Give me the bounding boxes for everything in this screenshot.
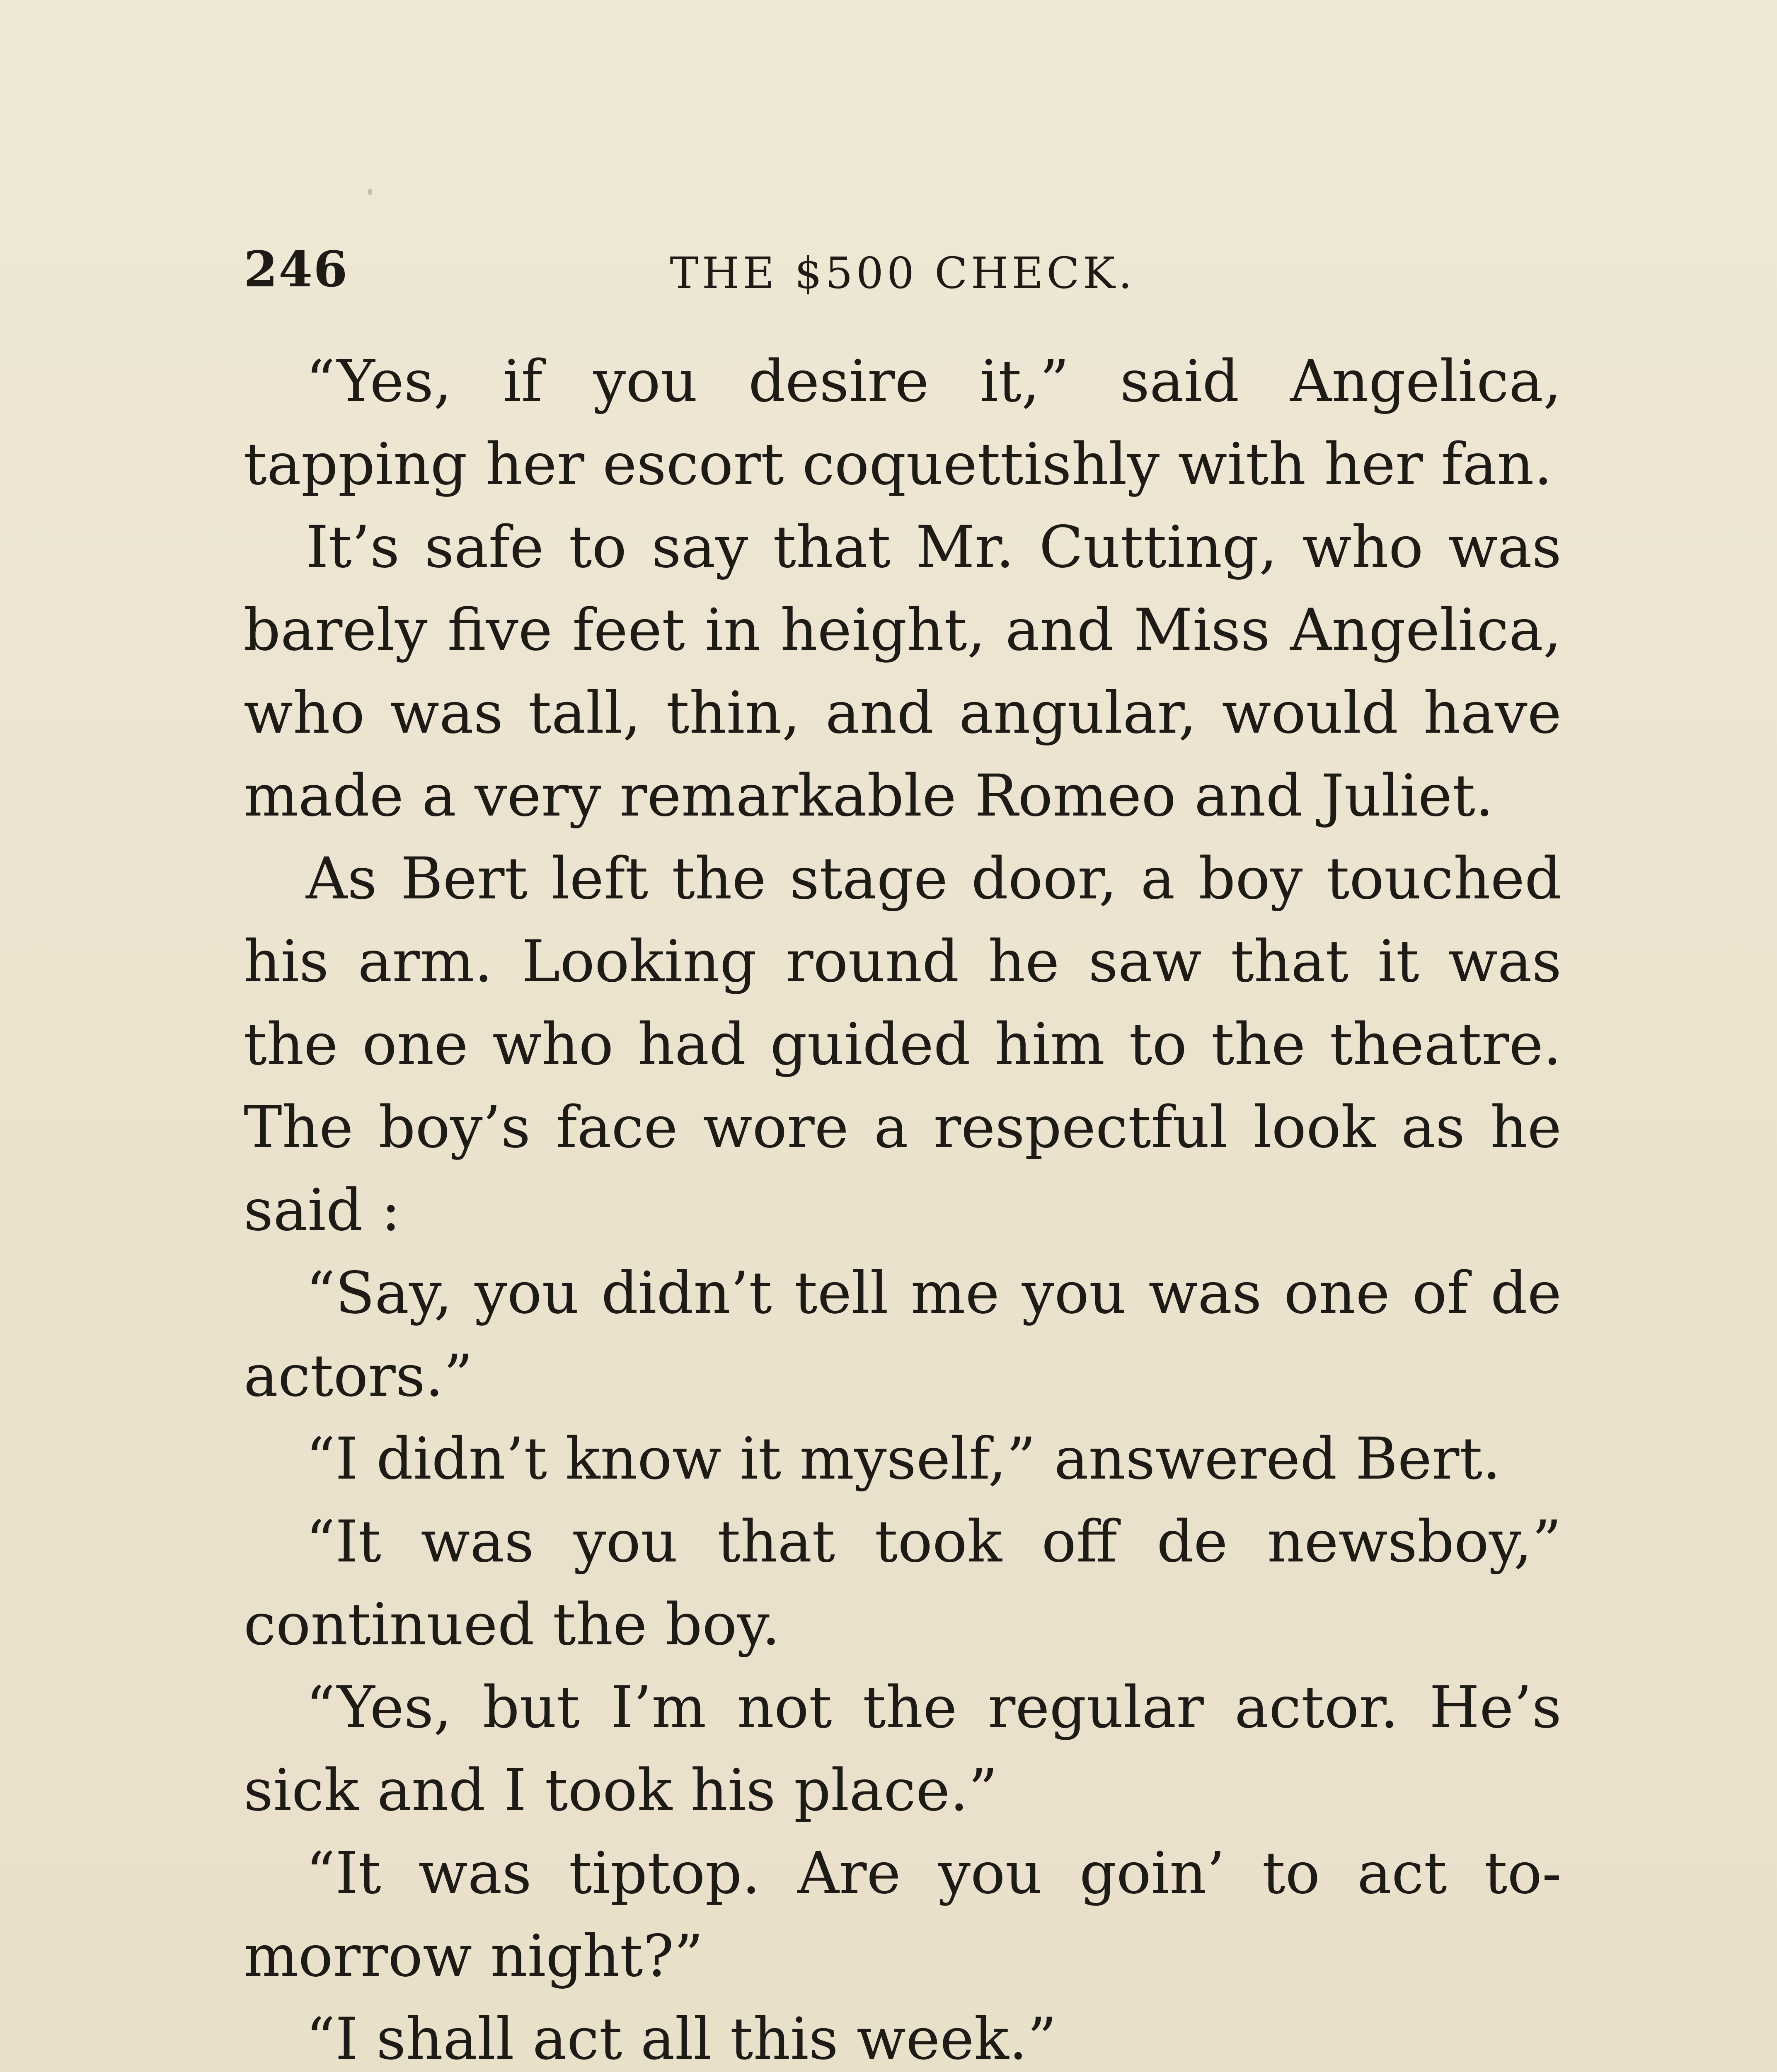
paragraph-1: “Yes, if you desire it,” said Angelica, tapping her escort coquettishly with her fan. <box>244 348 1562 498</box>
paper-speck <box>368 189 372 195</box>
paragraph-5: “I didn’t know it myself,” answered Bert. <box>306 1425 1501 1492</box>
body-text <box>244 340 1562 2072</box>
page-number: 246 <box>244 240 349 298</box>
paragraph-8: “It was tiptop. Are you goin’ to act to-morrow night?” <box>244 1840 1562 1990</box>
paragraph-9: “I shall act all this week.” <box>306 2005 1057 2072</box>
paragraph-2: It’s safe to say that Mr. Cutting, who was barely five feet in height, and Miss Angelica, who was tall, thin, and angular, would have made a very remarkable Romeo and Juliet. <box>244 513 1562 829</box>
paragraph-4: “Say, you didn’t tell me you was one of de actors.” <box>244 1259 1562 1409</box>
paragraph-3: As Bert left the stage door, a boy touched his arm. Looking round he saw that it was the one who had guided him to the theatre. The boy’s face wore a respectful look as he said : <box>244 845 1562 1244</box>
paragraph-7: “Yes, but I’m not the regular actor. He’s sick and I took his place.” <box>244 1674 1562 1824</box>
running-head: THE $500 CHECK. <box>670 248 1135 298</box>
page-header <box>244 232 1562 307</box>
paragraph-6: “It was you that took off de newsboy,” continued the boy. <box>244 1508 1562 1658</box>
